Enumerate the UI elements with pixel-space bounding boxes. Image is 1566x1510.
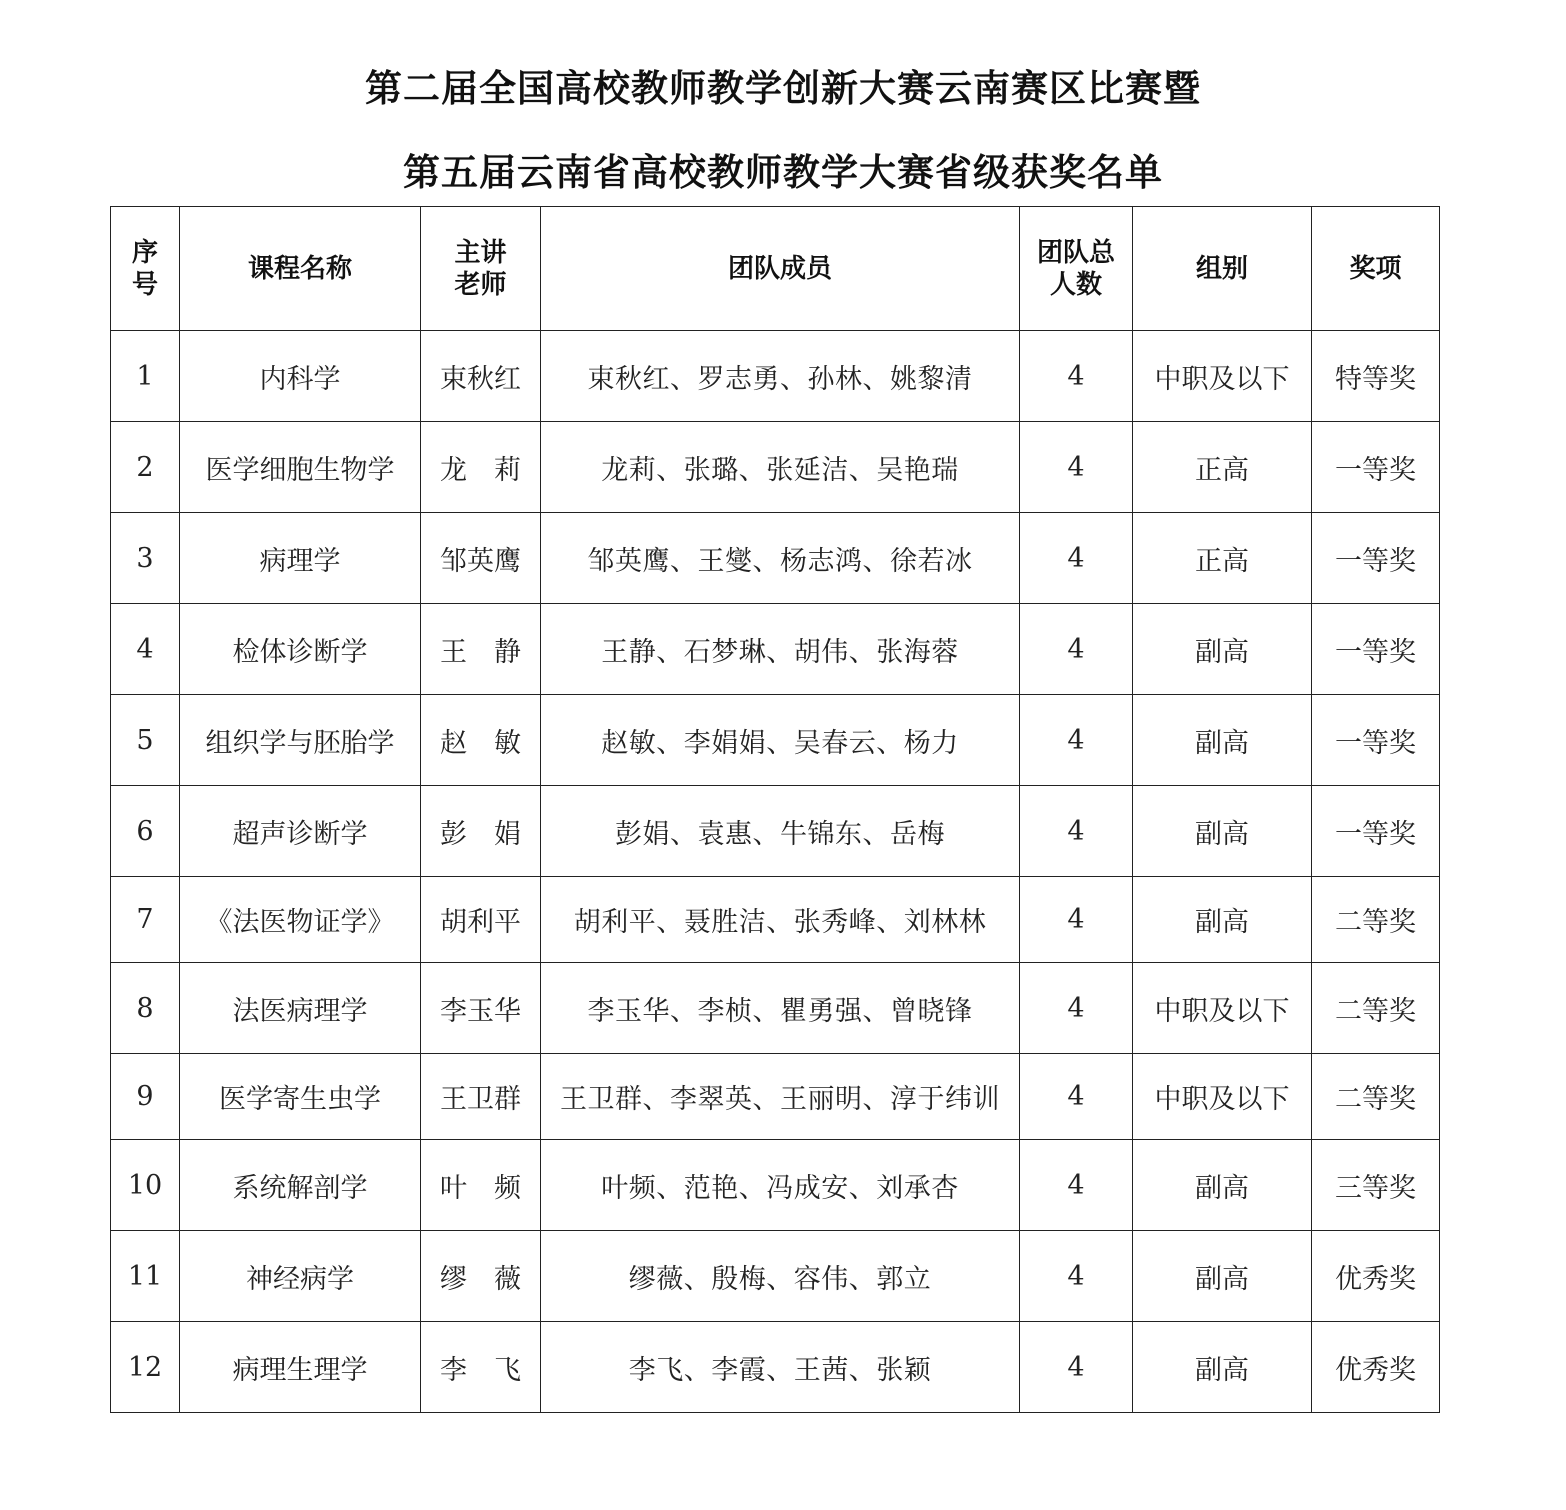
cell-course: 《法医物证学》 [180, 877, 421, 963]
cell-members: 邹英鹰、王燮、杨志鸿、徐若冰 [541, 513, 1020, 604]
table-row [111, 513, 1440, 604]
cell-index: 2 [111, 422, 180, 513]
cell-members: 王静、石梦琳、胡伟、张海蓉 [541, 604, 1020, 695]
cell-index: 9 [111, 1054, 180, 1140]
cell-group: 中职及以下 [1133, 963, 1312, 1054]
cell-award: 一等奖 [1312, 695, 1440, 786]
cell-course: 组织学与胚胎学 [180, 695, 421, 786]
cell-index: 5 [111, 695, 180, 786]
cell-course: 系统解剖学 [180, 1140, 421, 1231]
header-count: 团队总人数 [1020, 207, 1133, 331]
cell-award: 一等奖 [1312, 422, 1440, 513]
cell-teacher: 李 飞 [421, 1322, 541, 1413]
table-row [111, 786, 1440, 877]
cell-count: 4 [1020, 963, 1133, 1054]
cell-count: 4 [1020, 695, 1133, 786]
header-members: 团队成员 [541, 207, 1020, 331]
cell-count: 4 [1020, 1054, 1133, 1140]
cell-award: 二等奖 [1312, 963, 1440, 1054]
cell-award: 一等奖 [1312, 786, 1440, 877]
cell-index: 4 [111, 604, 180, 695]
table-row [111, 1054, 1440, 1140]
cell-count: 4 [1020, 786, 1133, 877]
cell-count: 4 [1020, 1322, 1133, 1413]
cell-count: 4 [1020, 604, 1133, 695]
cell-count: 4 [1020, 1140, 1133, 1231]
cell-teacher: 邹英鹰 [421, 513, 541, 604]
cell-members: 王卫群、李翠英、王丽明、淳于纬训 [541, 1054, 1020, 1140]
cell-course: 病理生理学 [180, 1322, 421, 1413]
cell-group: 正高 [1133, 422, 1312, 513]
cell-group: 副高 [1133, 786, 1312, 877]
page-title-line-1: 第二届全国高校教师教学创新大赛云南赛区比赛暨 [365, 67, 1201, 110]
cell-teacher: 叶 频 [421, 1140, 541, 1231]
table-row [111, 877, 1440, 963]
cell-teacher: 王 静 [421, 604, 541, 695]
cell-course: 神经病学 [180, 1231, 421, 1322]
cell-course: 病理学 [180, 513, 421, 604]
cell-teacher: 胡利平 [421, 877, 541, 963]
cell-members: 束秋红、罗志勇、孙林、姚黎清 [541, 331, 1020, 422]
cell-group: 副高 [1133, 695, 1312, 786]
cell-group: 副高 [1133, 1322, 1312, 1413]
cell-award: 一等奖 [1312, 604, 1440, 695]
table-row [111, 604, 1440, 695]
cell-members: 叶频、范艳、冯成安、刘承杏 [541, 1140, 1020, 1231]
cell-members: 缪薇、殷梅、容伟、郭立 [541, 1231, 1020, 1322]
cell-course: 内科学 [180, 331, 421, 422]
cell-index: 10 [111, 1140, 180, 1231]
cell-members: 李玉华、李桢、瞿勇强、曾晓锋 [541, 963, 1020, 1054]
cell-index: 8 [111, 963, 180, 1054]
cell-teacher: 赵 敏 [421, 695, 541, 786]
cell-index: 7 [111, 877, 180, 963]
header-group: 组别 [1133, 207, 1312, 331]
table-row [111, 1231, 1440, 1322]
cell-course: 超声诊断学 [180, 786, 421, 877]
cell-award: 二等奖 [1312, 877, 1440, 963]
cell-group: 正高 [1133, 513, 1312, 604]
cell-award: 优秀奖 [1312, 1322, 1440, 1413]
cell-course: 检体诊断学 [180, 604, 421, 695]
cell-members: 李飞、李霞、王茜、张颖 [541, 1322, 1020, 1413]
cell-award: 一等奖 [1312, 513, 1440, 604]
cell-group: 副高 [1133, 604, 1312, 695]
table-row [111, 1140, 1440, 1231]
cell-group: 中职及以下 [1133, 331, 1312, 422]
cell-index: 6 [111, 786, 180, 877]
table-row [111, 331, 1440, 422]
cell-course: 医学寄生虫学 [180, 1054, 421, 1140]
cell-count: 4 [1020, 1231, 1133, 1322]
table-row [111, 963, 1440, 1054]
cell-members: 胡利平、聂胜洁、张秀峰、刘林林 [541, 877, 1020, 963]
cell-count: 4 [1020, 422, 1133, 513]
table-header-row [111, 207, 1440, 331]
header-teacher: 主讲老师 [421, 207, 541, 331]
cell-teacher: 束秋红 [421, 331, 541, 422]
cell-index: 3 [111, 513, 180, 604]
cell-members: 彭娟、袁惠、牛锦东、岳梅 [541, 786, 1020, 877]
cell-count: 4 [1020, 513, 1133, 604]
cell-award: 三等奖 [1312, 1140, 1440, 1231]
cell-teacher: 王卫群 [421, 1054, 541, 1140]
cell-members: 龙莉、张璐、张延洁、吴艳瑞 [541, 422, 1020, 513]
cell-index: 1 [111, 331, 180, 422]
header-index: 序号 [111, 207, 180, 331]
table-row [111, 1322, 1440, 1413]
cell-group: 副高 [1133, 1140, 1312, 1231]
table-row [111, 422, 1440, 513]
cell-teacher: 缪 薇 [421, 1231, 541, 1322]
cell-members: 赵敏、李娟娟、吴春云、杨力 [541, 695, 1020, 786]
cell-award: 优秀奖 [1312, 1231, 1440, 1322]
cell-index: 12 [111, 1322, 180, 1413]
cell-teacher: 彭 娟 [421, 786, 541, 877]
award-list-table [110, 206, 1440, 1413]
cell-course: 法医病理学 [180, 963, 421, 1054]
cell-teacher: 李玉华 [421, 963, 541, 1054]
cell-award: 二等奖 [1312, 1054, 1440, 1140]
cell-award: 特等奖 [1312, 331, 1440, 422]
cell-course: 医学细胞生物学 [180, 422, 421, 513]
page-title-line-2: 第五届云南省高校教师教学大赛省级获奖名单 [403, 151, 1163, 194]
header-course: 课程名称 [180, 207, 421, 331]
cell-group: 副高 [1133, 1231, 1312, 1322]
table-row [111, 695, 1440, 786]
header-award: 奖项 [1312, 207, 1440, 331]
cell-teacher: 龙 莉 [421, 422, 541, 513]
cell-count: 4 [1020, 331, 1133, 422]
cell-group: 副高 [1133, 877, 1312, 963]
cell-index: 11 [111, 1231, 180, 1322]
cell-count: 4 [1020, 877, 1133, 963]
cell-group: 中职及以下 [1133, 1054, 1312, 1140]
